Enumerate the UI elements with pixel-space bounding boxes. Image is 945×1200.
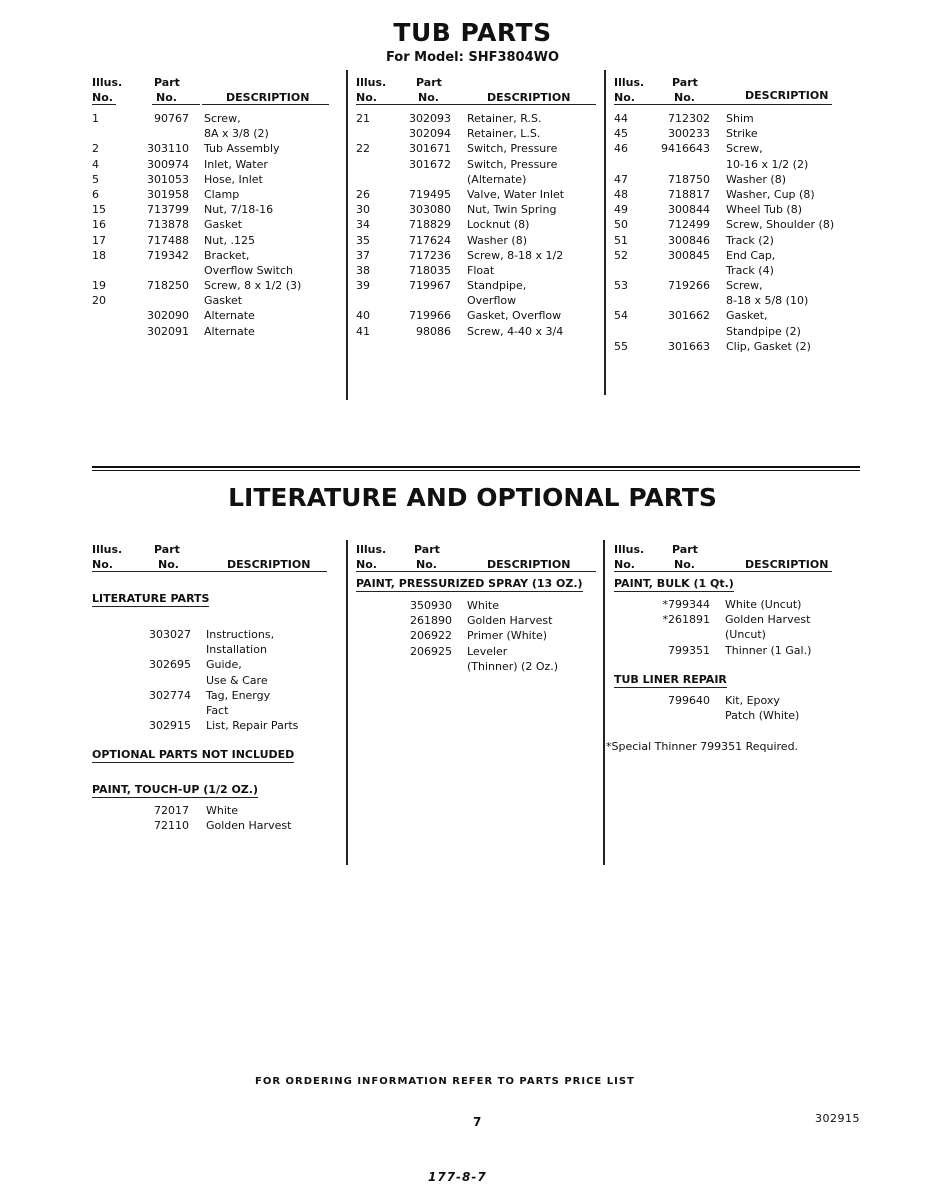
part-number: 302090 [147, 309, 189, 323]
part-description: Hose, Inlet [204, 172, 263, 186]
header-part: Part [154, 543, 180, 556]
parts-row [92, 111, 332, 126]
part-description: Screw, 4-40 x 3/4 [467, 324, 564, 338]
header-part-no: No. [158, 558, 179, 571]
section-touch-up-paint: PAINT, TOUCH-UP (1/2 OZ.) [92, 783, 258, 796]
illus-number: 16 [92, 218, 106, 232]
part-description: Retainer, L.S. [467, 127, 541, 141]
header-illus-no: No. [356, 558, 377, 571]
parts-row [356, 111, 596, 126]
part-description: Installation [206, 643, 267, 657]
part-number: 261890 [410, 614, 452, 628]
illus-number: 48 [614, 187, 628, 201]
section-bulk-paint: PAINT, BULK (1 Qt.) [614, 577, 734, 590]
illus-number: 1 [92, 112, 99, 125]
part-number: 300846 [668, 233, 710, 247]
illus-number: 18 [92, 248, 106, 262]
part-number: 719495 [409, 187, 451, 201]
parts-row [356, 157, 596, 172]
parts-row [614, 141, 854, 156]
header-illus-no: No. [614, 91, 635, 104]
parts-row [356, 644, 596, 659]
part-description: End Cap, [726, 248, 776, 262]
literature-rows [92, 627, 332, 733]
parts-row [92, 187, 332, 202]
part-description: Standpipe, [467, 279, 527, 293]
parts-row [614, 612, 854, 627]
header-rule [92, 104, 116, 105]
header-part: Part [672, 76, 698, 89]
parts-row [92, 278, 332, 293]
parts-row [356, 141, 596, 156]
part-description: Gasket [204, 294, 243, 308]
header-description: DESCRIPTION [745, 558, 829, 571]
parts-row [92, 324, 332, 339]
part-description: Alternate [204, 324, 255, 338]
part-number: 300844 [668, 203, 710, 217]
header-part-no: No. [416, 558, 437, 571]
part-description: Standpipe (2) [726, 324, 801, 338]
header-illus-no: No. [92, 558, 113, 571]
parts-row [614, 202, 854, 217]
part-description: Alternate [204, 309, 255, 323]
header-illus: Illus. [614, 76, 645, 89]
parts-row [92, 657, 332, 672]
header-part: Part [414, 543, 440, 556]
header-part-no: No. [418, 91, 439, 104]
parts-row [356, 659, 596, 674]
part-description: 10-16 x 1/2 (2) [726, 157, 809, 171]
illus-number: 15 [92, 203, 106, 217]
header-rule [614, 104, 832, 105]
part-description: Nut, .125 [204, 233, 255, 247]
document-number: 302915 [815, 1112, 860, 1125]
part-number: 718250 [147, 279, 189, 293]
part-description: 8A x 3/8 (2) [204, 127, 269, 141]
parts-row [92, 141, 332, 156]
part-number: 301663 [668, 339, 710, 353]
part-description: Nut, 7/18-16 [204, 203, 274, 217]
part-description: Valve, Water Inlet [467, 187, 565, 201]
parts-row [614, 111, 854, 126]
parts-row [92, 248, 332, 263]
illus-number: 53 [614, 279, 628, 293]
liner-rows [614, 693, 854, 723]
part-number: 301958 [147, 187, 189, 201]
illus-number: 20 [92, 294, 106, 308]
part-number: 799640 [668, 694, 710, 707]
parts-row [356, 248, 596, 263]
part-number: 72017 [154, 804, 189, 817]
parts-row [614, 278, 854, 293]
special-thinner-note: *Special Thinner 799351 Required. [606, 740, 799, 753]
parts-row [92, 688, 332, 703]
illus-number: 47 [614, 172, 628, 186]
bulk-rows [614, 597, 854, 658]
part-description: Washer, Cup (8) [726, 187, 815, 201]
part-description: White [206, 804, 238, 817]
part-description: Screw, [204, 112, 241, 125]
part-description: (Thinner) (2 Oz.) [467, 659, 559, 673]
illus-number: 39 [356, 279, 370, 293]
part-description: Leveler [467, 644, 508, 658]
parts-row [92, 803, 332, 818]
literature-title: LITERATURE AND OPTIONAL PARTS [228, 483, 717, 512]
part-description: List, Repair Parts [206, 719, 299, 733]
section-spray-paint: PAINT, PRESSURIZED SPRAY (13 OZ.) [356, 577, 583, 590]
header-description: DESCRIPTION [226, 91, 310, 104]
parts-row [614, 263, 854, 278]
illus-number: 26 [356, 187, 370, 201]
header-part: Part [672, 543, 698, 556]
part-description: White (Uncut) [725, 598, 802, 611]
part-number: 302093 [409, 112, 451, 125]
ordering-info: FOR ORDERING INFORMATION REFER TO PARTS PRICE LIST [255, 1076, 635, 1087]
header-part-no: No. [674, 91, 695, 104]
part-description: Use & Care [206, 673, 268, 687]
header-part: Part [416, 76, 442, 89]
part-number: 72110 [154, 819, 189, 833]
part-description: (Uncut) [725, 628, 766, 642]
part-number: 717236 [409, 248, 451, 262]
part-description: Gasket, [726, 309, 768, 323]
part-description: Patch (White) [725, 709, 800, 723]
part-description: Switch, Pressure [467, 157, 558, 171]
column-divider [603, 540, 605, 865]
part-number: 303110 [147, 142, 189, 156]
header-description: DESCRIPTION [487, 558, 571, 571]
section-rule [92, 470, 860, 471]
header-illus: Illus. [92, 76, 123, 89]
parts-row [614, 643, 854, 658]
parts-row [614, 324, 854, 339]
part-description: Overflow [467, 294, 517, 308]
part-description: Shim [726, 112, 754, 125]
part-number: 300974 [147, 157, 189, 171]
part-description: Gasket [204, 218, 243, 232]
part-description: Track (2) [726, 233, 774, 247]
part-description: Screw, [726, 279, 763, 293]
part-number: 799351 [668, 643, 710, 657]
header-rule [202, 104, 329, 105]
part-number: 350930 [410, 599, 452, 612]
part-description: Inlet, Water [204, 157, 268, 171]
part-number: 718035 [409, 263, 451, 277]
parts-row [356, 233, 596, 248]
parts-row [92, 293, 332, 308]
parts-row [92, 818, 332, 833]
parts-row [614, 339, 854, 354]
header-part-no: No. [674, 558, 695, 571]
part-description: Tub Assembly [204, 142, 280, 156]
part-description: Guide, [206, 658, 242, 672]
illus-number: 19 [92, 279, 106, 293]
header-description: DESCRIPTION [487, 91, 571, 104]
parts-row [614, 172, 854, 187]
part-number: 718829 [409, 218, 451, 232]
illus-number: 46 [614, 142, 628, 156]
illus-number: 38 [356, 263, 370, 277]
part-description: Golden Harvest [206, 819, 292, 833]
part-description: Kit, Epoxy [725, 694, 780, 707]
part-number: 301671 [409, 142, 451, 156]
part-number: 718817 [668, 187, 710, 201]
part-number: 301053 [147, 172, 189, 186]
illus-number: 21 [356, 112, 370, 125]
parts-row [356, 308, 596, 323]
part-description: Screw, 8-18 x 1/2 [467, 248, 564, 262]
part-description: Strike [726, 127, 758, 141]
parts-row [92, 703, 332, 718]
part-number: 717488 [147, 233, 189, 247]
part-description: 8-18 x 5/8 (10) [726, 294, 809, 308]
part-number: 301672 [409, 157, 451, 171]
part-number: *799344 [662, 598, 710, 611]
spray-rows [356, 598, 596, 674]
part-number: 713799 [147, 203, 189, 217]
illus-number: 45 [614, 127, 628, 141]
part-description: Clip, Gasket (2) [726, 339, 811, 353]
part-number: 302915 [149, 719, 191, 733]
page-number: 7 [473, 1115, 483, 1129]
part-description: Bracket, [204, 248, 250, 262]
section-optional-parts: OPTIONAL PARTS NOT INCLUDED [92, 748, 295, 761]
header-illus: Illus. [614, 543, 645, 556]
parts-row [92, 673, 332, 688]
illus-number: 51 [614, 233, 628, 247]
illus-number: 30 [356, 203, 370, 217]
parts-row [356, 263, 596, 278]
part-number: 302695 [149, 658, 191, 672]
part-number: 712499 [668, 218, 710, 232]
part-description: Screw, 8 x 1/2 (3) [204, 279, 302, 293]
parts-row [356, 202, 596, 217]
part-number: 717624 [409, 233, 451, 247]
part-description: Track (4) [726, 263, 774, 277]
parts-row [92, 627, 332, 642]
part-number: 206925 [410, 644, 452, 658]
parts-row [92, 172, 332, 187]
parts-row [92, 263, 332, 278]
column-divider [604, 70, 606, 395]
parts-row [614, 308, 854, 323]
section-tub-liner-repair: TUB LINER REPAIR [614, 673, 727, 686]
part-number: 9416643 [661, 142, 710, 156]
part-number: 302091 [147, 324, 189, 338]
part-description: Nut, Twin Spring [467, 203, 557, 217]
illus-number: 50 [614, 218, 628, 232]
part-description: Overflow Switch [204, 263, 293, 277]
parts-row [356, 628, 596, 643]
header-description: DESCRIPTION [227, 558, 311, 571]
parts-row [92, 157, 332, 172]
illus-number: 41 [356, 324, 370, 338]
parts-row [92, 233, 332, 248]
tub-parts-column-2 [356, 111, 596, 339]
parts-row [356, 324, 596, 339]
header-rule [92, 571, 327, 572]
header-part: Part [154, 76, 180, 89]
header-rule [614, 571, 832, 572]
column-divider [346, 70, 348, 400]
parts-row [356, 598, 596, 613]
tub-parts-title: TUB PARTS [393, 18, 552, 47]
section-rule [92, 466, 860, 468]
part-description: (Alternate) [467, 172, 527, 186]
part-number: 718750 [668, 172, 710, 186]
parts-row [92, 718, 332, 733]
part-number: 719966 [409, 309, 451, 323]
part-description: Screw, [726, 142, 763, 156]
illus-number: 17 [92, 233, 106, 247]
part-description: Float [467, 263, 495, 277]
header-illus: Illus. [92, 543, 123, 556]
illus-number: 55 [614, 339, 628, 353]
part-description: Screw, Shoulder (8) [726, 218, 835, 232]
part-number: 90767 [154, 112, 189, 125]
parts-row [614, 597, 854, 612]
parts-row [614, 627, 854, 642]
header-part-no: No. [156, 91, 177, 104]
part-number: 712302 [668, 112, 710, 125]
part-number: 719967 [409, 279, 451, 293]
header-illus-no: No. [614, 558, 635, 571]
header-illus-no: No. [356, 91, 377, 104]
model-line: For Model: SHF3804WO [385, 50, 560, 65]
tub-parts-column-3 [614, 111, 854, 354]
parts-row [356, 278, 596, 293]
illus-number: 34 [356, 218, 370, 232]
part-description: Golden Harvest [467, 614, 553, 628]
parts-row [614, 187, 854, 202]
part-number: 302774 [149, 688, 191, 702]
illus-number: 49 [614, 203, 628, 217]
part-description: White [467, 599, 499, 612]
illus-number: 37 [356, 248, 370, 262]
header-rule [152, 104, 200, 105]
illus-number: 6 [92, 187, 99, 201]
tub-parts-column-1 [92, 111, 332, 339]
part-number: 303080 [409, 203, 451, 217]
illus-number: 54 [614, 309, 628, 323]
parts-row [92, 217, 332, 232]
parts-row [92, 308, 332, 323]
parts-row [614, 293, 854, 308]
part-description: Primer (White) [467, 629, 548, 643]
parts-row [614, 708, 854, 723]
part-number: 301662 [668, 309, 710, 323]
part-number: 719266 [668, 279, 710, 293]
illus-number: 2 [92, 142, 99, 156]
header-illus-no: No. [92, 91, 113, 104]
parts-row [356, 126, 596, 141]
part-number: *261891 [662, 613, 710, 627]
section-literature-parts: LITERATURE PARTS [92, 592, 210, 605]
touch-up-rows [92, 803, 332, 833]
parts-row [356, 217, 596, 232]
parts-row [614, 233, 854, 248]
part-description: Gasket, Overflow [467, 309, 562, 323]
part-number: 300233 [668, 127, 710, 141]
parts-row [614, 157, 854, 172]
header-rule [356, 104, 596, 105]
parts-row [356, 613, 596, 628]
parts-row [356, 293, 596, 308]
illus-number: 5 [92, 172, 99, 186]
illus-number: 40 [356, 309, 370, 323]
part-description: Tag, Energy [206, 688, 271, 702]
part-description: Thinner (1 Gal.) [725, 643, 812, 657]
part-number: 719342 [147, 248, 189, 262]
header-rule [356, 571, 596, 572]
part-number: 302094 [409, 127, 451, 141]
part-description: Instructions, [206, 628, 275, 641]
part-description: Switch, Pressure [467, 142, 558, 156]
part-number: 713878 [147, 218, 189, 232]
illus-number: 35 [356, 233, 370, 247]
header-description: DESCRIPTION [745, 89, 829, 102]
part-description: Retainer, R.S. [467, 112, 542, 125]
part-description: Wheel Tub (8) [726, 203, 803, 217]
part-description: Clamp [204, 187, 240, 201]
parts-row [92, 126, 332, 141]
illus-number: 44 [614, 112, 628, 125]
part-description: Washer (8) [726, 172, 786, 186]
part-number: 98086 [416, 324, 451, 338]
part-description: Washer (8) [467, 233, 527, 247]
part-number: 206922 [410, 629, 452, 643]
header-illus: Illus. [356, 76, 387, 89]
parts-row [92, 642, 332, 657]
parts-row [614, 217, 854, 232]
handwritten-note: 177-8-7 [428, 1170, 487, 1184]
parts-row [356, 172, 596, 187]
parts-row [92, 202, 332, 217]
part-description: Fact [206, 703, 229, 717]
part-number: 300845 [668, 248, 710, 262]
parts-row [614, 248, 854, 263]
column-divider [346, 540, 348, 865]
part-description: Locknut (8) [467, 218, 530, 232]
illus-number: 4 [92, 157, 99, 171]
parts-row [356, 187, 596, 202]
part-description: Golden Harvest [725, 613, 811, 627]
illus-number: 52 [614, 248, 628, 262]
part-number: 303027 [149, 628, 191, 641]
header-illus: Illus. [356, 543, 387, 556]
parts-row [614, 126, 854, 141]
illus-number: 22 [356, 142, 370, 156]
parts-row [614, 693, 854, 708]
